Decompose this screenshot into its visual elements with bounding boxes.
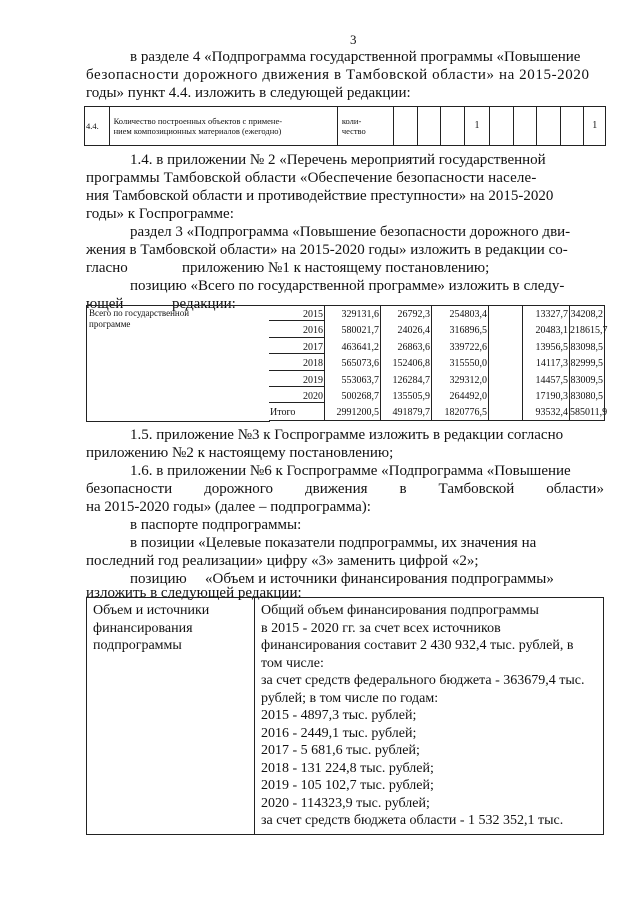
totals-value: 329312,0	[431, 371, 488, 387]
totals-year: 2015	[269, 305, 324, 321]
totals-value: 585011,9	[569, 403, 605, 419]
totals-total-label: Итого	[270, 407, 296, 419]
totals-value: 26863,6	[380, 338, 431, 354]
p16-word: дорожного	[204, 481, 274, 497]
financing-line: 2018 - 131 224,8 тыс. рублей;	[261, 760, 434, 776]
totals-value: 34208,2	[569, 305, 605, 321]
totals-value: 13327,7	[522, 305, 569, 321]
totals-value	[488, 354, 522, 370]
financing-line: 2019 - 105 102,7 тыс. рублей;	[261, 778, 434, 793]
p15-line-2: приложению №2 к настоящему постановлению;	[86, 445, 394, 461]
totals-value	[488, 305, 522, 321]
indicator-name	[109, 107, 337, 146]
totals-label-l1: Всего по государственной	[89, 308, 190, 318]
p16-word: Тамбовской	[438, 481, 515, 497]
totals-value: 20483,1	[522, 321, 569, 337]
totals-value: 316896,5	[431, 321, 488, 337]
totals-value: 152406,8	[380, 354, 431, 370]
totals-value: 565073,6	[324, 354, 380, 370]
totals-value: 463641,2	[324, 338, 380, 354]
financing-line: том числе:	[261, 655, 324, 671]
totals-year: 2020	[269, 387, 324, 403]
p14-line-9b: редакции:	[172, 296, 236, 312]
indicator-cell	[537, 107, 561, 146]
totals-value: 1820776,5	[431, 403, 488, 419]
totals-value: 83009,5	[569, 371, 605, 387]
financing-line: 2020 - 114323,9 тыс. рублей;	[261, 795, 430, 811]
totals-value: 93532,4	[522, 403, 569, 419]
totals-value: 2991200,5	[324, 403, 380, 419]
indicator-unit	[337, 107, 393, 146]
financing-line: в 2015 - 2020 гг. за счет всех источников	[261, 620, 501, 636]
p16-line-4: в паспорте подпрограммы:	[130, 517, 302, 533]
totals-value: 491879,7	[380, 403, 431, 419]
totals-value: 83080,5	[569, 387, 605, 403]
p16-line-6: последний год реализации» цифру «3» заменить цифрой «2»;	[86, 553, 479, 569]
totals-value: 315550,0	[431, 354, 488, 370]
intro-line-2-text: безопасности дорожного движения в Тамбовской области» на 2015-2020	[86, 67, 590, 83]
totals-value: 339722,6	[431, 338, 488, 354]
totals-value: 264492,0	[431, 387, 488, 403]
totals-label-l2: программе	[89, 319, 131, 329]
totals-value	[488, 321, 522, 337]
p16-line-8: изложить в следующей редакции:	[86, 585, 302, 601]
p16-word: области»	[546, 481, 604, 497]
p16-line-3: на 2015-2020 годы» (далее – подпрограмма):	[86, 499, 371, 515]
financing-table	[86, 597, 604, 835]
indicator-table	[84, 106, 606, 146]
financing-label	[87, 598, 255, 835]
indicator-name-l1: Количество построенных объектов с примене-	[113, 116, 283, 126]
indicator-unit-l2: чество	[341, 126, 366, 136]
totals-value	[488, 338, 522, 354]
intro-line-3: годы» пункт 4.4. изложить в следующей редакции:	[86, 85, 411, 101]
p14-line-5: раздел 3 «Подпрограмма «Повышение безопасности дорожного дви-	[130, 224, 571, 240]
indicator-cell	[560, 107, 584, 146]
indicator-cell	[513, 107, 537, 146]
p14-line-6: жения в Тамбовской области» на 2015-2020 годы» изложить в редакции со-	[86, 242, 568, 258]
p15-line-1: 1.5. приложение №3 к Госпрограмме изложить в редакции согласно	[130, 427, 564, 443]
indicator-unit-l1: коли-	[341, 116, 362, 126]
totals-value: 14457,5	[522, 371, 569, 387]
intro-line-2	[86, 66, 604, 84]
p14-line-4: годы» к Госпрограмме:	[86, 206, 234, 222]
financing-line: 2016 - 2449,1 тыс. рублей;	[261, 725, 417, 741]
totals-value: 13956,5	[522, 338, 569, 354]
indicator-value-b: 1	[584, 107, 606, 146]
totals-year: 2019	[269, 371, 324, 387]
totals-value: 126284,7	[380, 371, 431, 387]
intro-line-1: в разделе 4 «Подпрограмма государственной программы «Повышение	[130, 49, 581, 65]
p14-line-8: позицию «Всего по государственной программе» изложить в следу-	[130, 278, 565, 294]
page-number: 3	[350, 32, 357, 47]
totals-value	[488, 387, 522, 403]
financing-line: за счет средств бюджета области - 1 532 352,1 тыс.	[261, 813, 564, 828]
totals-value: 500268,7	[324, 387, 380, 403]
totals-value	[488, 371, 522, 387]
p16-line-1: 1.6. в приложении №6 к Госпрограмме «Подпрограмма «Повышение	[130, 463, 571, 479]
financing-label-l2: финансирования	[93, 620, 193, 636]
indicator-name-l2: нием композиционных материалов (ежегодно)	[113, 126, 282, 136]
totals-bottom-rule	[269, 420, 605, 421]
totals-value: 135505,9	[380, 387, 431, 403]
indicator-cell	[441, 107, 465, 146]
indicator-cell	[417, 107, 441, 146]
p16-word: безопасности	[86, 481, 173, 497]
p14-line-7a: гласно	[86, 260, 128, 276]
p14-line-2: программы Тамбовской области «Обеспечение безопасности населе-	[86, 170, 537, 186]
totals-value: 17190,3	[522, 387, 569, 403]
totals-value: 24026,4	[380, 321, 431, 337]
indicator-number: 4.4.	[85, 107, 110, 146]
p16-line-7b: «Объем и источники финансирования подпрограммы»	[205, 571, 554, 587]
financing-line: рублей; в том числе по годам:	[261, 690, 439, 706]
financing-label-l1: Объем и источники	[93, 603, 210, 618]
p14-line-3: ния Тамбовской области и противодействие преступности» на 2015-2020	[86, 188, 554, 204]
totals-value: 329131,6	[324, 305, 380, 321]
totals-value: 26792,3	[380, 305, 431, 321]
p16-word: движения	[304, 481, 368, 497]
totals-year: 2016	[269, 321, 324, 337]
financing-text	[255, 598, 604, 835]
totals-value: 82999,5	[569, 354, 605, 370]
financing-line: финансирования составит 2 430 932,4 тыс. рублей, в	[261, 638, 574, 653]
p14-line-7b: приложению №1 к настоящему постановлению;	[182, 260, 490, 276]
totals-value: 218615,7	[569, 321, 605, 337]
financing-line: за счет средств федерального бюджета - 363679,4 тыс.	[261, 673, 585, 688]
p14-line-9a: ющей	[86, 296, 124, 312]
p16-line-2	[86, 480, 604, 498]
p16-line-5: в позиции «Целевые показатели подпрограммы, их значения на	[130, 535, 537, 551]
financing-line: 2017 - 5 681,6 тыс. рублей;	[261, 743, 420, 758]
totals-value: 254803,4	[431, 305, 488, 321]
totals-value: 580021,7	[324, 321, 380, 337]
totals-value	[488, 403, 522, 419]
totals-year: 2018	[269, 354, 324, 370]
p16-line-7a: позицию	[130, 571, 187, 587]
financing-line: 2015 - 4897,3 тыс. рублей;	[261, 708, 417, 723]
financing-line: Общий объем финансирования подпрограммы	[261, 603, 539, 618]
p14-line-1: 1.4. в приложении № 2 «Перечень мероприятий государственной	[130, 152, 546, 168]
totals-value: 83098,5	[569, 338, 605, 354]
totals-year: 2017	[269, 338, 324, 354]
financing-label-l3: подпрограммы	[93, 638, 182, 653]
totals-value: 553063,7	[324, 371, 380, 387]
indicator-value-a: 1	[464, 107, 490, 146]
totals-value: 14117,3	[522, 354, 569, 370]
indicator-cell	[490, 107, 514, 146]
p16-word: в	[399, 481, 407, 497]
indicator-cell	[394, 107, 418, 146]
